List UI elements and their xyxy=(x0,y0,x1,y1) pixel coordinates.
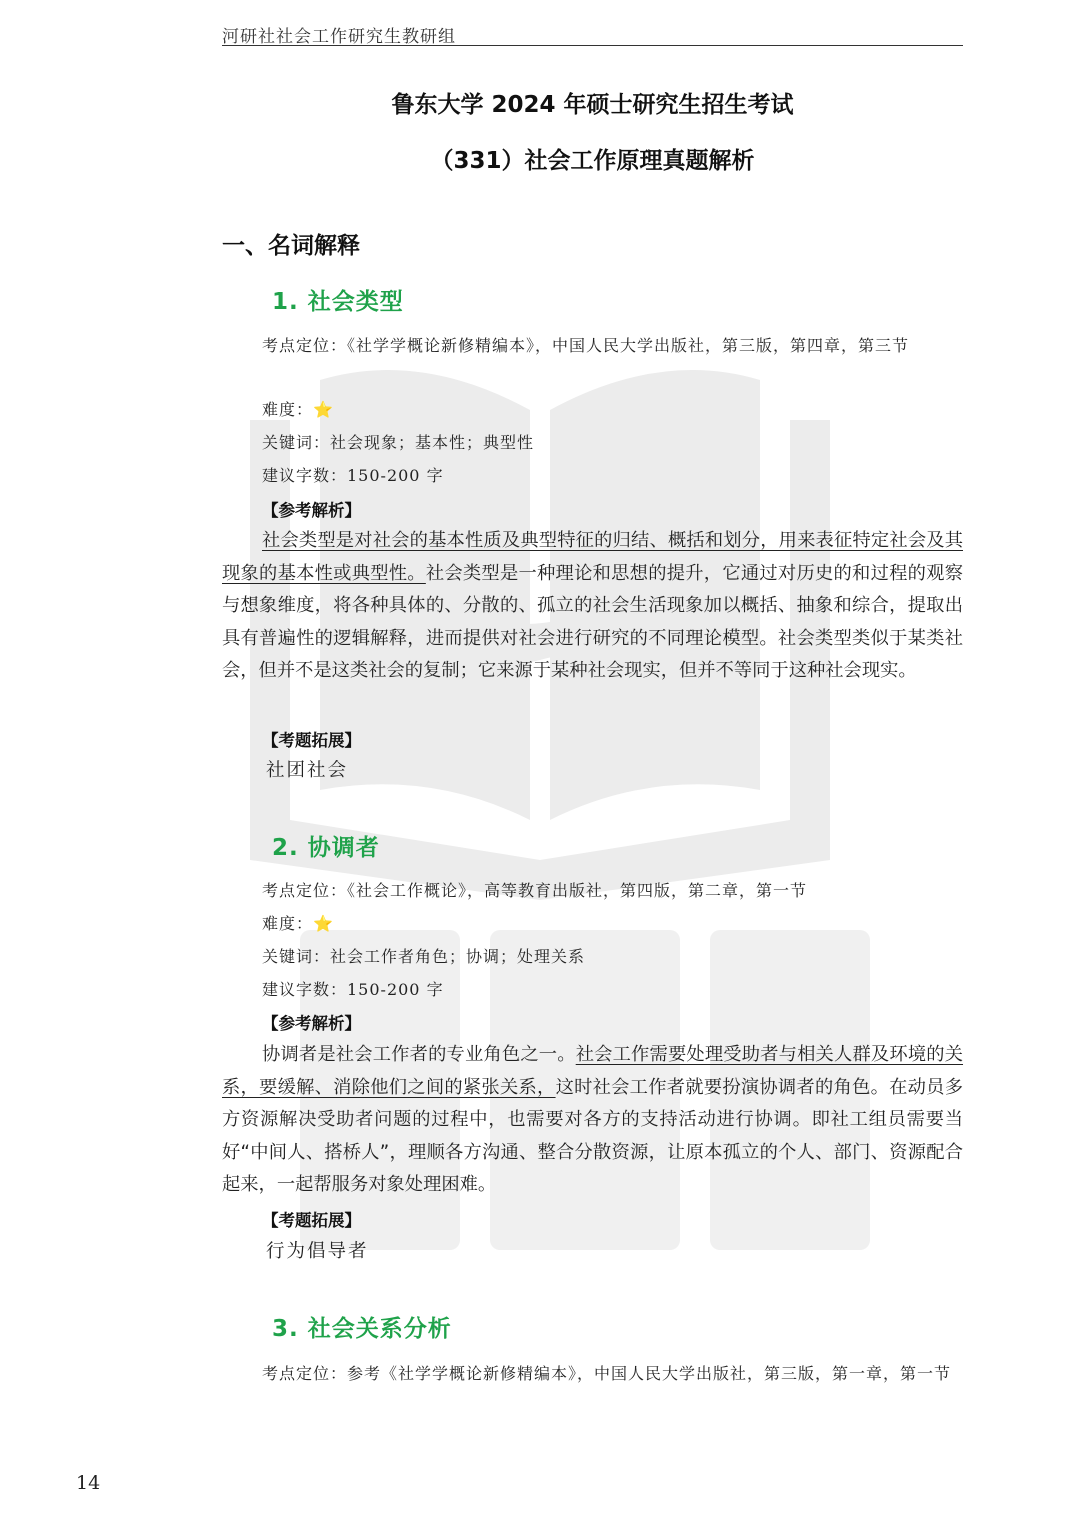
difficulty-text: 难度：⭐ xyxy=(262,400,334,419)
analysis-paragraph xyxy=(222,525,963,688)
source-text: 考点定位：参考《社学学概论新修精编本》，中国人民大学出版社，第三版，第一章，第一节 xyxy=(262,1364,952,1383)
extension-term: 社团社会 xyxy=(266,760,349,781)
keywords xyxy=(222,427,963,459)
keywords-text: 关键词：社会现象；基本性；典型性 xyxy=(262,433,535,452)
key-sentence-underlined: 社会类型是对社会的基本性质及典型特征的归结、概括和划分，用来表征特定社会及其现象的基本性或典型性。 xyxy=(222,530,963,584)
word-count xyxy=(222,974,963,1006)
analysis-intro: 协调者是社会工作者的专业角色之一。 xyxy=(262,1044,576,1065)
term-heading: 1. 社会类型 xyxy=(272,289,404,315)
analysis-label: 【参考解析】 xyxy=(262,501,361,520)
source-text: 考点定位：《社学学概论新修精编本》，中国人民大学出版社，第三版，第四章，第三节 xyxy=(262,336,910,355)
exam-point-source xyxy=(222,330,963,362)
word-count-text: 建议字数：150-200 字 xyxy=(262,980,444,999)
document-subtitle: （331）社会工作原理真题解析 xyxy=(430,148,755,174)
header-divider xyxy=(222,45,963,46)
difficulty-rating xyxy=(222,394,963,426)
page-number: 14 xyxy=(76,1472,101,1494)
term-heading: 3. 社会关系分析 xyxy=(272,1316,452,1342)
key-sentence-underlined: 社会工作需要处理受助者与相关人群及环境的关系，要缓解、消除他们之间的紧张关系， xyxy=(222,1044,964,1098)
word-count xyxy=(222,460,963,492)
source-text: 考点定位：《社会工作概论》，高等教育出版社，第四版，第二章，第一节 xyxy=(262,881,808,900)
running-header: 河研社社会工作研究生教研组 xyxy=(222,27,456,47)
difficulty-text: 难度：⭐ xyxy=(262,914,334,933)
section-heading: 一、名词解释 xyxy=(222,233,360,259)
term-heading: 2. 协调者 xyxy=(272,835,380,861)
keywords xyxy=(222,941,963,973)
analysis-text: 这时社会工作者就要扮演协调者的角色。在动员多方资源解决受助者问题的过程中，也需要对各方的支持活动进行协调。即社工组员需要当好“中间人、搭桥人”，理顺各方沟通、整合分散资源，让原本孤立的个人、部门、资源配合起来，一起帮服务对象处理困难。 xyxy=(222,1076,963,1196)
word-count-text: 建议字数：150-200 字 xyxy=(262,466,444,485)
keywords-text: 关键词：社会工作者角色；协调；处理关系 xyxy=(262,947,586,966)
extension-label: 【考题拓展】 xyxy=(262,731,361,750)
difficulty-rating xyxy=(222,908,963,940)
extension-term: 行为倡导者 xyxy=(266,1241,369,1262)
analysis-label: 【参考解析】 xyxy=(262,1014,361,1033)
analysis-text: 社会类型是一种理论和思想的提升，它通过对历史的和过程的观察与想象维度，将各种具体的、分散的、孤立的社会生活现象加以概括、抽象和综合，提取出具有普遍性的逻辑解释，进而提供对社会进行研究的不同理论模型。社会类型类似于某类社会，但并不是这类社会的复制；它来源于某种社会现实，但并不等同于这种社会现实。 xyxy=(222,562,963,682)
extension-label: 【考题拓展】 xyxy=(262,1211,361,1230)
analysis-paragraph xyxy=(222,1039,963,1202)
document-title: 鲁东大学 2024 年硕士研究生招生考试 xyxy=(391,92,794,118)
exam-point-source xyxy=(222,1358,963,1390)
exam-point-source xyxy=(222,875,963,907)
